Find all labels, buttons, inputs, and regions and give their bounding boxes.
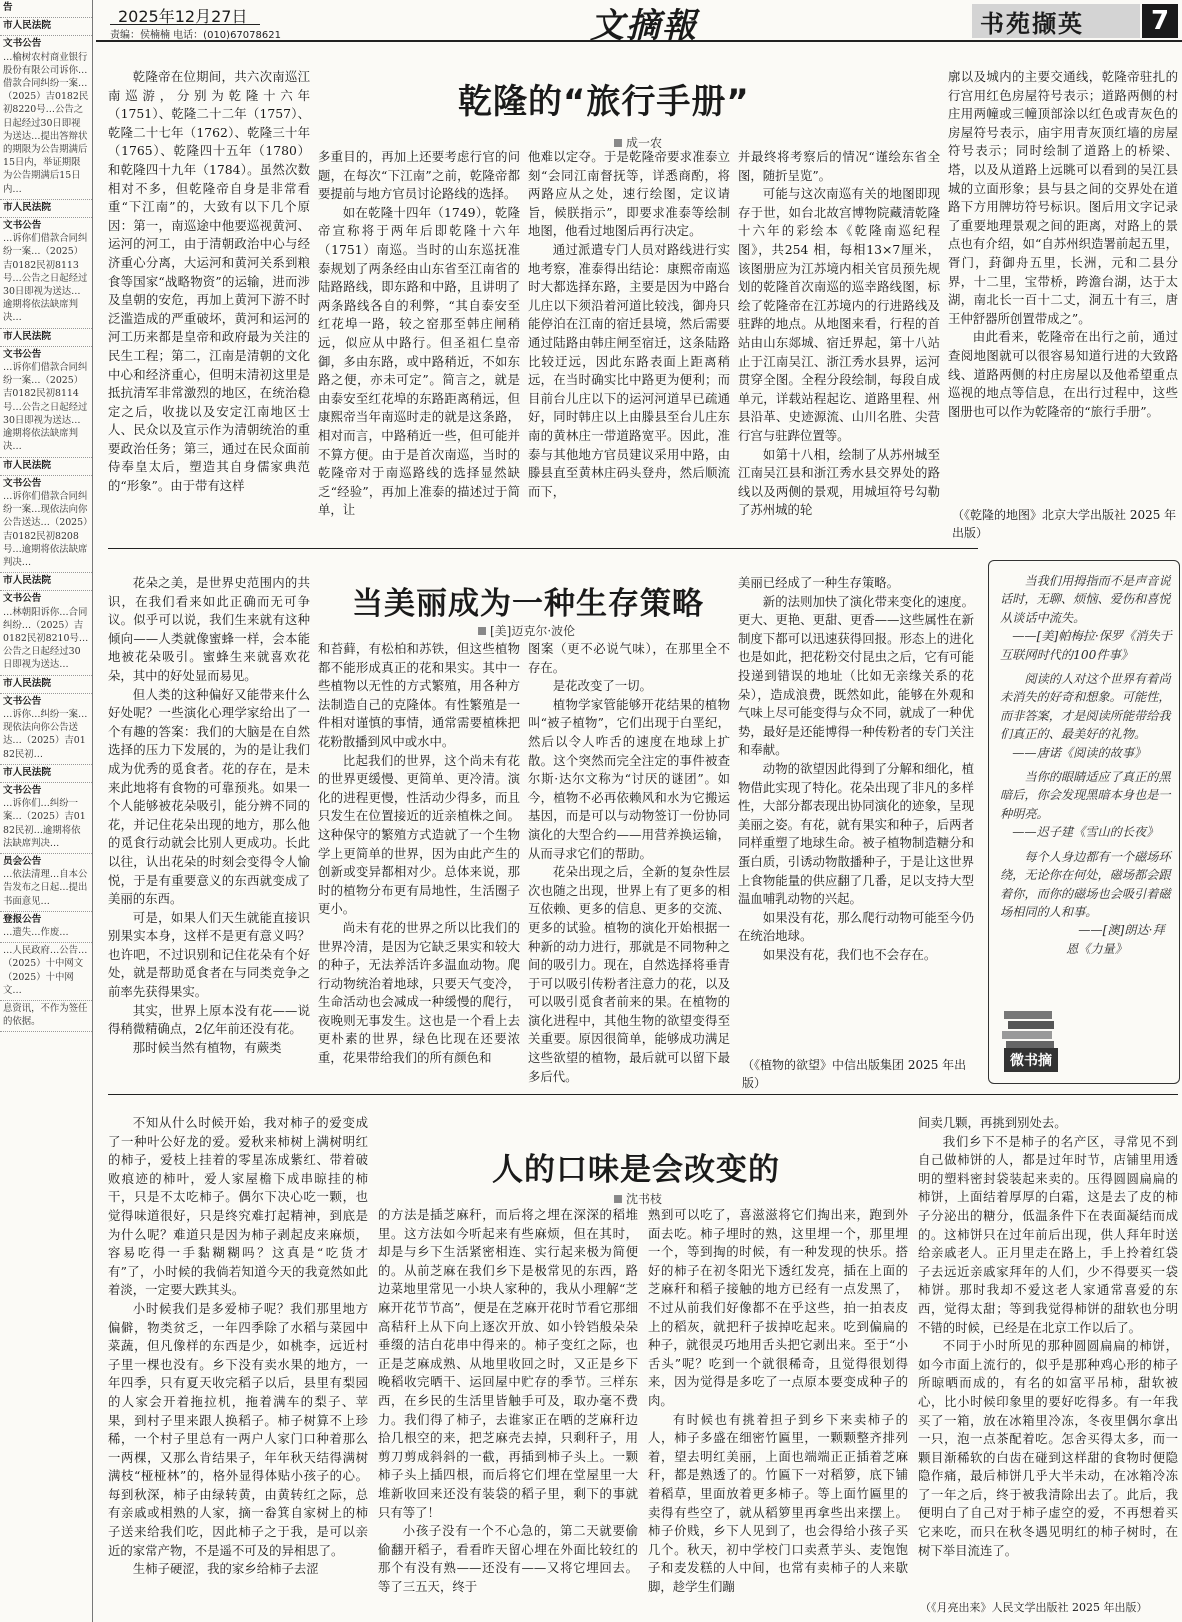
byline-author: 成一农	[626, 136, 663, 150]
divider-2	[108, 1094, 1178, 1095]
quote-attribution: ——迟子建《雪山的长夜》	[1012, 825, 1159, 840]
notice-body: …诉你…纠纷一案…现依法向你公告送达…（2025）吉0182民初…	[3, 708, 88, 760]
paragraph: 图案（更不必说气味），在那里全不存在。	[528, 641, 730, 675]
paragraph: 但人类的这种偏好又能带来什么好处呢？一些演化心理学家给出了一个有趣的答案：我们的大脑是在自然选择的压力下发展的，为的是让我们成为优秀的觅食者。花的存在，是未来此地将有食物的可靠预兆。如果一个人能够被花朵吸引，能分辨不同的花，并记住花朵出现的地方，那么他的觅食行动就会比别人更成功。长此以往，认出花朵的时刻会变得令人愉悦，于是有重要意义的东西就变成了美丽的东西。	[108, 686, 310, 907]
flowers-col-3	[528, 640, 730, 1086]
paragraph: 动物的欲望因此得到了分解和细化，植物借此实现了特化。花朵出现了非凡的多样性，大部分都表现出协同演化的迹象，呈现美丽之姿。有花，就有果实和种子，后两者同样重塑了地球生命。被子植物制造糖分和蛋白质，引诱动物散播种子，于是让这世界上食物能量的供应翻了几番，足以支持大型温血哺乳动物的兴起。	[738, 760, 974, 907]
notice-heading: 市人民法院	[3, 575, 51, 587]
paragraph: 有时候也有挑着担子到乡下来卖柿子的人，柿子多盛在细密竹匾里，一颗颗整齐排列着，望去明红美丽，上面也端端正正插着芝麻秆，都是熟透了的。竹匾下一对稻箩，底下铺着稻草，里面放着更多柿子。等上面竹匾里的卖得有些空了，就从稻箩里再拿些出来摆上。柿子价贱，乡下人见到了，也会得给小孩子买几个。秋天，初中学校门口卖煮芋头、麦饱饱子和麦发糕的人中间，也常有卖柿子的人来歇脚，趁学生们蹦	[648, 1411, 908, 1594]
notice-block	[0, 200, 92, 218]
paragraph: 并最终将考察后的情况“谨绘东省全图，随折呈览”。	[738, 149, 940, 183]
notice-block	[0, 591, 92, 675]
paragraph: 花朵出现之后，全新的复杂性层次也随之出现，世界上有了更多的相互依赖、更多的信息、更多的交流、更多的试验。植物的演化开始根据一种新的动力进行，那就是不同物种之间的吸引力。现在，自然选择将垂青于可以吸引传粉者注意力的花，以及可以吸引觅食者前来的果。在植物的演化进程中，其他生物的欲望变得至关重要。原因很简单，能够成功满足这些欲望的植物，最后就可以留下最多后代。	[528, 864, 730, 1084]
notice-heading: 文书公告	[3, 38, 42, 50]
qianlong-col-1	[108, 68, 310, 540]
byline-flowers	[478, 622, 575, 639]
byline-author: 沈书枝	[626, 1192, 663, 1206]
paragraph: 廓以及城内的主要交通线，乾隆帝驻扎的行宫用红色房屋符号表示；道路两侧的村庄用两幢或三幢顶部涂以红色或青灰色的房屋符号表示，庙宇用青灰顶红墙的房屋符号表示；同时绘制了道路上的桥梁、塔，以及从道路上远眺可以看到的吴江县城的立面形象；县与县之间的交界处在道路下方用牌坊符号标识。图后用文字记录了重要地理景观之间的距离，对路上的景点也有介绍，如“自苏州织造署前起五里，胥门，葑御舟五里，长洲，元和二县分界，十二里，宝带桥，跨澹台湖，达于太湖，南北长一百十二丈，洞五十有三，唐王仲舒器所创置带成之”。	[948, 69, 1178, 326]
notice-heading: 市人民法院	[3, 20, 51, 32]
notice-block	[0, 943, 92, 1001]
notice-block	[0, 36, 92, 199]
paragraph: 小孩子没有一个不心急的，第二天就要偷偷翻开稻子，看看昨天留心埋在外面比较红的那个有没有熟——还没有——又将它埋回去。等了三五天，终于	[378, 1523, 638, 1594]
notice-block	[0, 1001, 92, 1032]
header-rule	[96, 40, 1182, 42]
page-number: 7	[1142, 4, 1178, 38]
notice-block	[0, 458, 92, 476]
paragraph: 比起我们的世界，这个尚未有花的世界更缓慢、更简单、更冷清。演化的进程更慢，性活动少得多，而且只发生在位置接近的近亲植株之间。这种保守的繁殖方式造就了一个生物学上更简单的世界，因为由此产生的创新或变异都相对少。总体来说，那时的植物分布更有局地性，生活圈子更小。	[318, 752, 520, 917]
paragraph: 尚未有花的世界之所以比我们的世界冷清，是因为它缺乏果实和较大的种子，无法养活许多温血动物。爬行动物统治着地球，只要天气变冷，生命活动也会减成一种缓慢的爬行，夜晚则无事发生。这也是一个看上去更朴素的世界，绿色比现在还要浓重，花果带给我们的所有颜色和	[318, 919, 520, 1066]
flowers-col-1	[108, 574, 310, 1086]
notice-heading: 文书公告	[3, 477, 42, 489]
byline-marker	[478, 627, 486, 635]
paragraph: 可能与这次南巡有关的地图即现存于世，如台北故宫博物院藏清乾隆十六年的彩绘本《乾隆南巡纪程图》，共254 相，每相13×7厘米，该图册应为江苏境内相关官员预先规划的乾隆首次南巡的巡幸路线图，标绘了乾隆帝在江苏境内的行进路线及驻跸的地点。从地图来看，行程的首站由山东郯城、宿迁界起，第十八站止于江南吴江、浙江秀水县界，运河贯穿全图。全程分段绘制，每段自成单元，详载站程起讫、道路里程、州县沿革、史迹源流、山川名胜、尖营行宫与驻跸位置等。	[738, 186, 940, 443]
paragraph: 如果没有花，那么爬行动物可能至今仍在统治地球。	[738, 909, 974, 944]
byline-persimmon	[614, 1190, 662, 1207]
notice-body: …诉你们借款合同纠纷一案…现依法向你公告送达…（2025）吉0182民初8208号…逾期将依法缺席判决…	[3, 490, 88, 568]
byline-author: [美]迈克尔·波伦	[490, 624, 576, 638]
paragraph: 的方法是插芝麻秆，而后将之埋在深深的稻堆里。这方法如今听起来有些麻烦，但在其时，却是与乡下生活紧密相连、实行起来极为简便的。从前芝麻在我们乡下是极常见的东西，路边菜地里常见一小块人家种的，我从小理解“芝麻开花节节高”，便是在芝麻开花时节看它那细高秸秆上从下向上逐次开放、如小铃铛般朵朵垂缀的洁白花串中得来的。柿子变红之际，也正是芝麻成熟、从地里收回之时，又正是乡下晚稻收完晒干、运回屋中贮存的季节。三样东西，在乡民的生活里皆触手可及，取办毫不费力。我们得了柿子，去谁家正在晒的芝麻秆边拾几根空的来，把芝麻壳去掉，只剩秆子，用剪刀剪成斜斜的一截，再插到柿子头上。一颗柿子头上插四根，而后将它们埋在堂屋里一大堆新收回来还没有装袋的稻子里，剩下的事就只有等了！	[378, 1207, 638, 1520]
notice-heading: 登报公告	[3, 913, 42, 925]
notice-heading: 员会公告	[3, 855, 42, 867]
divider-1	[108, 548, 978, 549]
paragraph: 是花改变了一切。	[552, 678, 652, 694]
notice-block	[0, 676, 92, 694]
persimmon-col-4	[918, 1114, 1178, 1596]
paragraph: 乾隆帝在位期间，共六次南巡江南巡游，分别为乾隆十六年（1751）、乾隆二十二年（1757）、乾隆二十七年（1762）、乾隆三十年（1765）、乾隆四十五年（1780）和乾隆四十九年（1784）。虽然次数相对不多，但乾隆帝自身是非常看重“下江南”的，大致有以下几个原因：第一，南巡途中他要巡视黄河、运河的河工，由于清朝政治中心与经济重心分离，大运河和黄河关系到粮食等国家“战略物资”的运输，进而涉及皇朝的安危，再加上黄河下游不时泛滥造成的严重破坏，黄河和运河的河工历来都是皇帝和政府最为关注的民生工程；第二，江南是清朝的文化中心和经济重心，但明末清初这里是抵抗清军非常激烈的地区，在统治稳定之后，收拢以及安定江南地区士人、民众以及宣示作为清朝统治的重要政治任务；第三，通过在民众面前侍奉皇太后，塑造其自身儒家典范的“形象”。由于带有这样	[108, 69, 310, 494]
quote-text: 当我们用拇指而不是声音说话时，无聊、烦恼、爱伤和喜悦从谈话中流失。	[1000, 574, 1171, 625]
paragraph: 如在乾隆十四年（1749），乾隆帝宣称将于两年后即乾隆十六年（1751）南巡。当时的山东巡抚准泰规划了两条经由山东省至江南省的陆路路线，即东路和中路，且讲明了两条路线各自的利弊，“其自泰安至红花埠一路，较之窑那至韩庄闸稍远，似应从中路行。但圣祖仁皇帝御，多由东路，或中路稍近，不如东路之便，亦未可定”。简言之，就是由泰安至红花埠的东路距离稍远，但康熙帝当年南巡时走的就是这条路，相对而言，中路稍近一些，但可能并不算方便。由于是首次南巡，当时的乾隆帝对于南巡路线的选择显然缺乏“经验”，再加上准泰的描述过于简单，让	[318, 204, 520, 518]
notice-heading: 文书公告	[3, 593, 42, 605]
paragraph: 不同于小时所见的那种圆圆扁扁的柿饼，如今市面上流行的，似乎是那种鸡心形的柿子所晾晒而成的，有名的如富平吊柿，甜软被心，比小时候印象里的要好吃得多。有一年我买了一箱，放在冰箱里冷冻，冬夜里偶尔拿出一只，泡一点茶配着吃。怎舍买得太多，而一颗目渐稀软的白齿在碰到这样甜的食物时便隐隐作痛，最后柿饼几乎大半未动，在冰箱冷冻了一年之后，终于被我清除出去了。此后，我便明白了自己对于柿子虚空的爱，不再想着买它来吃，而只在秋冬遇见明红的柿子树时，在树下举目流连了。	[918, 1338, 1178, 1558]
quote-text: 阅读的人对这个世界有着尚未消失的好奇和想象。可能性，而非答案，才是阅读所能带给我们真正的、最美好的礼物。	[1000, 672, 1171, 742]
notice-body: …诉你们借款合同纠纷一案…（2025）吉0182民初8114号…公告之日起经过30日即视为送达…逾期将依法缺席判决…	[3, 362, 88, 453]
notice-body: …依法清理…自本公告发布之日起…提出书面意见…	[3, 869, 88, 907]
paragraph: 如果没有花，我们也不会存在。	[762, 946, 937, 962]
notice-block	[0, 765, 92, 783]
notice-heading: 市人民法院	[3, 201, 51, 213]
micro-excerpt-label: 微书摘	[1004, 1048, 1058, 1072]
masthead-logo: 文摘報	[590, 6, 698, 46]
issue-date: 2025年12月27日	[118, 7, 248, 26]
paragraph: 他难以定夺。于是乾隆帝要求准泰立刻“会同江南督抚等，详悉商酌，将两路应从之处，速行绘图，定议请旨，候朕指示”，即要求准泰等绘制地图，他看过地图后再行决定。	[528, 149, 730, 239]
quote-attribution: ——[美]帕梅拉·保罗《消失于互联网时代的100件事》	[1000, 629, 1172, 662]
notice-heading: 告	[3, 2, 13, 13]
source-persimmon: （《月亮出来》人民文学出版社 2025 年出版）	[920, 1601, 1148, 1614]
paragraph: 美丽已经成了一种生存策略。	[738, 575, 900, 590]
notice-block	[0, 0, 92, 18]
notice-block	[0, 783, 92, 854]
qianlong-col-4	[738, 148, 940, 540]
books-illustration	[1000, 1005, 1060, 1053]
quote-text: 每个人身边都有一个磁场环绕，无论你在何处，磁场都会跟着你，而你的磁场也会吸引着磁场相同的人和事。	[1000, 849, 1171, 919]
paragraph: 其实，世界上原本没有花——说得稍微精确点，2亿年前还没有花。	[108, 1002, 310, 1037]
notice-heading: 市人民法院	[3, 677, 51, 689]
date-rule	[110, 24, 260, 25]
quote-list	[1000, 572, 1174, 964]
paragraph: 由此看来，乾隆帝在出行之前，通过查阅地图就可以很容易知道行进的大致路线、道路两侧的村庄房屋以及他希望重点巡视的地点等信息，在出行过程中，这些图册也可以作为乾隆帝的“旅行手册”。	[948, 329, 1178, 419]
notice-heading: 市人民法院	[3, 330, 51, 342]
qianlong-col-3	[528, 148, 730, 540]
notice-heading: 市人民法院	[3, 459, 51, 471]
persimmon-col-2	[378, 1206, 638, 1620]
quote-attribution: ——唐诺《阅读的故事》	[1012, 745, 1147, 760]
byline-marker	[614, 1195, 622, 1203]
notice-heading: 文书公告	[3, 695, 42, 707]
paragraph: 植物学家管能够开花结果的植物叫“被子植物”，它们出现于白垩纪，然后以令人咋舌的速度在地球上扩散。这个突然而完全注定的事件被查尔斯·达尔文称为“讨厌的谜团”。如今，植物不必再依赖风和水为它搬运基因，而是可以与动物签订一份协同演化的大型合约——用营养换运输，从而寻求它们的帮助。	[528, 696, 730, 861]
paragraph: 间卖几颗，再挑到别处去。	[918, 1115, 1067, 1130]
article-title-qianlong: 乾隆的“旅行手册”	[458, 82, 750, 122]
notice-heading: 文书公告	[3, 348, 42, 360]
paragraph: 花朵之美，是世界史范围内的共识，在我们看来如此正确而无可争议。似乎可以说，我们生来就有这种倾向——人类就像蜜蜂一样，会本能地被花朵吸引。蜜蜂生来就喜欢花朵，其中的好处显而易见。	[108, 575, 310, 683]
paragraph: 通过派遣专门人员对路线进行实地考察，准泰得出结论：康熙帝南巡时大都选择东路，主要是因为中路台儿庄以下须沿着河道比较浅，御舟只能停泊在江南的宿迁县境，然后需要通过陆路由韩庄闸至宿迁，这条陆路比较迂远，因此东路表面上距离稍远，在当时确实比中路更为便利；而目前台儿庄以下的运河河道早已疏通好，同时韩庄以上由滕县至台儿庄东南的黄林庄一带道路宽平。因此，准泰与其他地方官员建议采用中路，由滕县直至黄林庄码头登舟，然后顺流而下，	[528, 241, 730, 499]
paragraph: 生柿子硬涩，我的家乡给柿子去涩	[132, 1561, 319, 1577]
paragraph: 多重目的，再加上还要考虑行官的问题，在每次“下江南”之前，乾隆帝都要提前与地方官员讨论路线的选择。	[318, 149, 520, 202]
notice-body: …榆树农村商业银行股份有限公司诉你…借款合同纠纷一案…（2025）吉0182民初8220号…公告之日起经过30日即视为送达…提出答辩状的期限为公告期满后15日内，举证期限为公告期满后15日内…	[3, 51, 89, 195]
notice-heading: 文书公告	[3, 220, 42, 232]
notice-body: …诉你们借款合同纠纷一案…（2025）吉0182民初8113号…公告之日起经过30日即视为送达…逾期将依法缺席判决…	[3, 233, 88, 324]
notice-heading: 市人民法院	[3, 766, 51, 778]
flowers-col-2	[318, 640, 520, 1086]
byline-marker	[614, 139, 622, 147]
quote-attribution: ——[澳]朗达·拜恩《力量》	[1066, 923, 1165, 956]
notice-body: 息资讯，不作为签任的依据。	[3, 1003, 88, 1028]
paragraph: 可是，如果人们天生就能直接识别果实本身，这样不是更有意义吗？也许吧，不过识别和记住花朵有个好处，就是帮助觅食者在与同类竞争之前率先获得果实。	[108, 909, 310, 1000]
paragraph: 不知从什么时候开始，我对柿子的爱变成了一种叶公好龙的爱。爱秋来柿树上满树明红的柿子，爱枝上挂着的零星冻成紫红、带着破败痕迹的柿叶，爱人家屋檐下成串晾挂的柿干，只是不太吃柿子。偶尔下决心吃一颗，也觉得味道很好，只是终究难打起精神，到底是为什么呢？难道只是因为柿子剥起皮来麻烦，容易吃得一手黏糊糊吗？这真是“吃货才有”了，小时候的我倘若知道今天的我竟然如此着淡，一定要大跌其头。	[108, 1115, 368, 1298]
persimmon-col-1	[108, 1114, 368, 1620]
paragraph: 新的法则加快了演化带来变化的速度。更大、更艳、更甜、更香——这些属性在新制度下都可以迅速获得回报。形态上的进化也是如此，把花粉交付昆虫之后，它有可能投递到错误的地址（比如无亲缘关系的花朵），造成浪费，既然如此，能够在外观和气味上尽可能变得与众不同，就成了一种优势，最好是还能博得一种传粉者的专门关注和奉献。	[738, 593, 974, 758]
source-flowers: （《植物的欲望》中信出版集团 2025 年出版）	[742, 1058, 967, 1090]
notice-block	[0, 329, 92, 347]
notice-body: …人民政府…公告…（2025）十中网文（2025）十中网文…	[3, 945, 88, 996]
notice-block	[0, 854, 92, 912]
flowers-col-4	[738, 574, 974, 1048]
notice-body: …遗失…作废…	[3, 927, 69, 938]
notice-body: …林朝阳诉你…合同纠纷…（2025）吉0182民初8210号…公告之日起经过30日即视为送达…	[3, 606, 89, 671]
persimmon-col-3	[648, 1206, 908, 1620]
qianlong-col-2	[318, 148, 520, 540]
notice-block	[0, 218, 92, 329]
paragraph: 小时候我们是多爱柿子呢？我们那里地方偏僻，物类贫乏，一年四季除了水稻与菜园中菜蔬，但凡像样的东西是少，如桃李，远近村子里一棵也没有。乡下没有卖水果的地方，一年四季，只有夏天收完稻子以后，县里有梨园的人家会开着拖拉机，拖着满车的梨子、苹果，到村子里来跟人换稻子。柿子树算不上珍稀，一个村子里总有一两户人家门口种着那么一两棵，又那么肯结果子，年年秋天结得满树满枝“桠桠林”的，格外显得体贴小孩子的心。每到秋深，柿子由绿转黄，由黄转红之际，总有亲戚或相熟的人家，摘一畚箕自家树上的柿子送来给我们吃，因此柿子之于我，是可以亲近的家常产物，不是遥不可及的异相思了。	[108, 1300, 368, 1558]
section-title: 书苑撷英	[980, 10, 1084, 38]
article-title-persimmon: 人的口味是会改变的	[492, 1152, 780, 1188]
notice-block	[0, 18, 92, 36]
notice-block	[0, 476, 92, 573]
paragraph: 熟到可以吃了，喜滋滋将它们掏出来，跑到外面去吃。柿子埋时的熟，这里埋一个，那里埋一个，等到掏的时候，有一种发现的快乐。搭好的柿子在初冬阳光下透红发亮，插在上面的芝麻秆和稻子接触的地方已经有一点发黑了，不过从前我们好像都不在乎这些，拍一拍表皮上的稻灰，就把秆子拔掉吃起来。吃到偏扁的种子，就很灵巧地用舌头把它剥出来。至于“小舌头”呢？吃到一个就很稀奇，且觉得很划得来，因为觉得是多吃了一点原本要变成种子的肉。	[648, 1207, 908, 1408]
editor-line: 责编：侯楠楠 电话：(010)67078621	[110, 30, 281, 41]
paragraph: 和苔藓，有松柏和苏铁，但这些植物都不能形成真正的花和果实。其中一些植物以无性的方式繁殖，用各种方法制造自己的克隆体。有性繁殖是一件相对谨慎的事情，通常需要植株把花粉散播到风中或水中。	[318, 641, 520, 749]
paragraph: 那时候当然有植物，有蕨类	[132, 1039, 282, 1055]
notice-body: …诉你们…纠纷一案…（2025）吉0182民初…逾期将依法缺席判决…	[3, 798, 86, 849]
notice-block	[0, 912, 92, 943]
notice-heading: 文书公告	[3, 784, 42, 796]
qianlong-col-5	[948, 68, 1178, 500]
quote-text: 当你的眼睛适应了真正的黑暗后，你会发现黑暗本身也是一种明亮。	[1000, 770, 1171, 821]
legal-notice-strip	[0, 0, 93, 1622]
article-title-flowers: 当美丽成为一种生存策略	[352, 586, 704, 622]
paragraph: 我们乡下不是柿子的名产区，寻常见不到自己做柿饼的人，都是过年时节，店铺里用透明的塑料密封袋装起来卖的。压得圆圆扁扁的柿饼，上面结着厚厚的白霜，这是去了皮的柿子分泌出的糖分，低温条件下在表面凝结而成的。这柿饼只在过年前后出现，供人拜年时送给亲戚老人。正月里走在路上，手上拎着红袋子去远近亲戚家拜年的人们，少不得要买一袋柿饼。那时我却不爱这老人家通常喜爱的东西，觉得太甜；等到我觉得柿饼的甜软也分明不错的时候，已经是在北京工作以后了。	[918, 1133, 1178, 1335]
source-qianlong: （《乾隆的地图》北京大学出版社 2025 年出版）	[952, 508, 1177, 540]
paragraph: 如第十八相，绘制了从苏州城至江南吴江县和浙江秀水县交界处的路线以及两侧的景观，用城垣符号勾勒了苏州城的轮	[738, 446, 940, 518]
notice-block	[0, 347, 92, 458]
notice-block	[0, 573, 92, 591]
notice-block	[0, 694, 92, 765]
